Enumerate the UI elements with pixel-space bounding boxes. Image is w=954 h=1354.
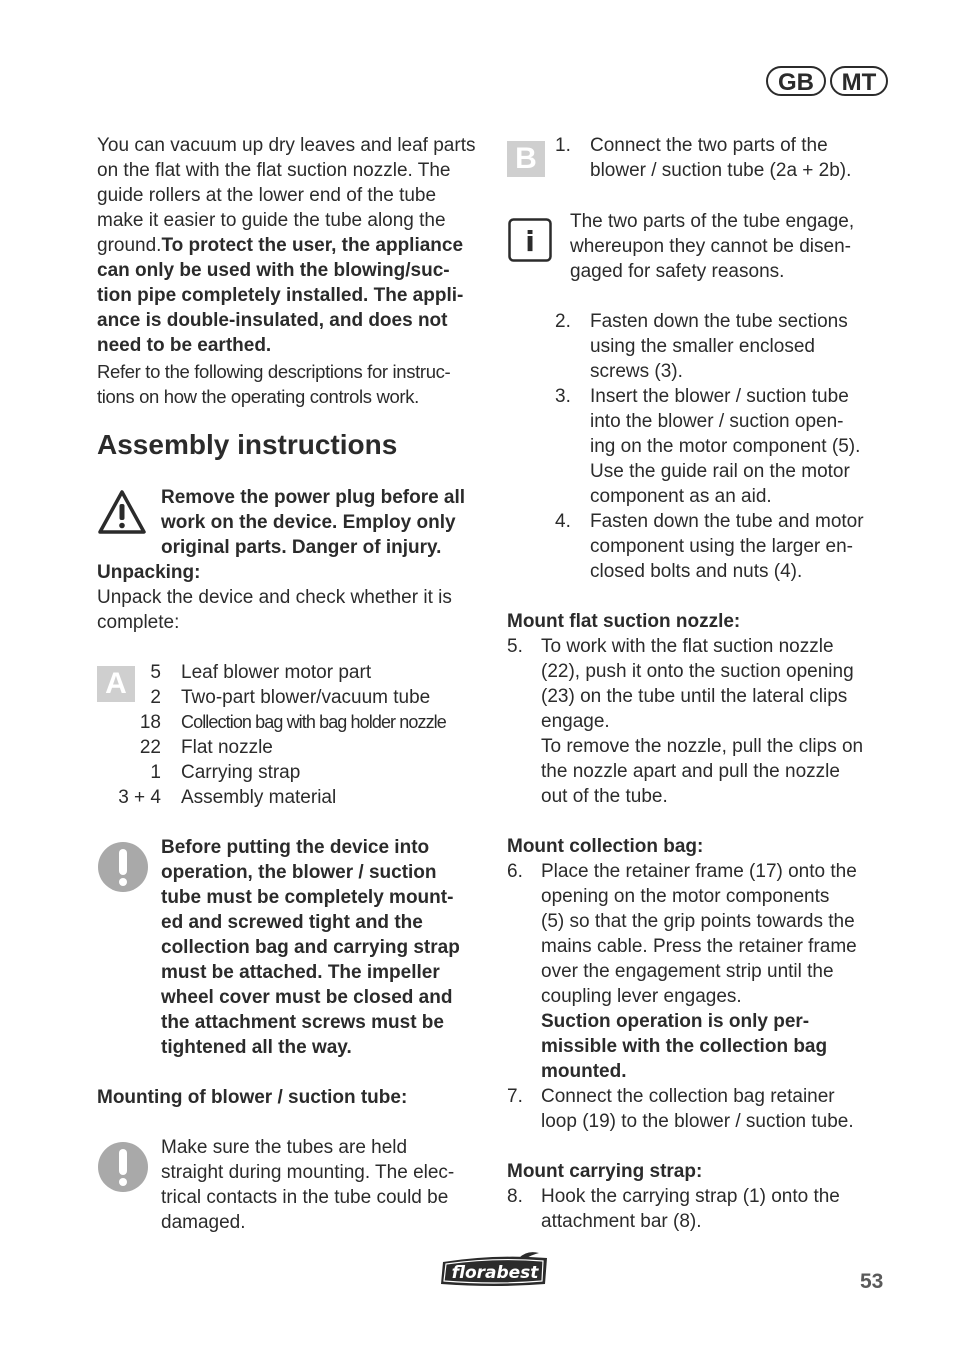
page-number: 53 (860, 1270, 884, 1293)
part-label: Collection bag with bag holder nozzle (181, 712, 446, 732)
flat-nozzle-heading: Mount flat suction nozzle: (507, 611, 741, 632)
language-badge-gb: GB (766, 66, 826, 96)
part-qty: 18 (139, 712, 161, 733)
part-qty: 5 (150, 662, 161, 683)
florabest-logo (439, 1252, 551, 1288)
step-3-text: Insert the blower / suction tube into the blower / suction open- ing on the motor component (5). Use the guide rail on the motor component as an aid. (590, 386, 861, 507)
step-number: 1. (555, 135, 571, 156)
warning-triangle-icon (97, 489, 147, 535)
part-label: Flat nozzle (181, 737, 273, 758)
part-label: Assembly material (181, 787, 337, 808)
caution-text: Before putting the device into operation, the blower / suction tube must be completely mount- ed and screwed tight and the collection bag and carrying strap must be attached. The impeller wheel cover must be closed and the attachment screws must be tightened all the way. (161, 837, 460, 1058)
step-8-text: Hook the carrying strap (1) onto the attachment bar (8). (541, 1186, 840, 1232)
step-1-text: Connect the two parts of the blower / suction tube (2a + 2b). (590, 135, 852, 181)
collection-bag-heading: Mount collection bag: (507, 836, 704, 857)
assembly-heading: Assembly instructions (97, 429, 398, 460)
figure-badge-b: B (507, 141, 545, 177)
unpacking-heading: Unpacking: (97, 562, 201, 583)
step-number: 7. (507, 1086, 523, 1107)
step-6-text: Place the retainer frame (17) onto the opening on the motor components (5) so that the grip points towards the mains cable. Press the retainer frame over the engagement strip until the coupling lever engages. Suction operation is only per- missible with the collection bag mounted. (541, 861, 857, 1082)
step-number: 3. (555, 386, 571, 407)
part-qty: 3 + 4 (118, 787, 161, 808)
unpacking-text: Unpack the device and check whether it is complete: (97, 587, 452, 633)
info-text: The two parts of the tube engage, whereupon they cannot be disen- gaged for safety reasons. (570, 211, 855, 282)
figure-badge-a: A (97, 666, 135, 702)
step-number: 6. (507, 861, 523, 882)
warning-text: Remove the power plug before all work on the device. Employ only original parts. Danger of injury. (161, 487, 466, 558)
step-number: 5. (507, 636, 523, 657)
mount-tube-heading: Mounting of blower / suction tube: (97, 1087, 408, 1108)
part-qty: 2 (150, 687, 161, 708)
exclamation-icon (98, 842, 148, 892)
part-label: Carrying strap (181, 762, 301, 783)
step-number: 2. (555, 311, 571, 332)
step-2-text: Fasten down the tube sections using the smaller enclosed screws (3). (590, 311, 848, 382)
part-label: Leaf blower motor part (181, 662, 372, 683)
language-badge-mt: MT (830, 66, 888, 96)
carrying-strap-heading: Mount carrying strap: (507, 1161, 703, 1182)
part-qty: 22 (139, 737, 161, 758)
mounting-note-text: Make sure the tubes are held straight during mounting. The elec- trical contacts in the tube could be damaged. (161, 1137, 455, 1233)
svg-text:florabest: florabest (451, 1263, 539, 1283)
part-qty: 1 (150, 762, 161, 783)
step-4-text: Fasten down the tube and motor component using the larger en- closed bolts and nuts (4). (590, 511, 864, 582)
exclamation-icon (98, 1142, 148, 1192)
info-icon (508, 218, 552, 262)
refer-paragraph: Refer to the following descriptions for instruc- tions on how the operating controls work. (97, 361, 451, 407)
intro-paragraph: You can vacuum up dry leaves and leaf parts on the flat with the flat suction nozzle. The guide rollers at the lower end of the tube make it easier to guide the tube along the ground.To protect the user, the appliance can only be used with the blowing/suc- tion pipe completely installed. The appli- ance is double-insulated, and does not need to be earthed. (97, 135, 476, 356)
step-7-text: Connect the collection bag retainer loop (19) to the blower / suction tube. (541, 1086, 854, 1132)
step-number: 8. (507, 1186, 523, 1207)
svg-text:i: i (525, 225, 535, 258)
step-number: 4. (555, 511, 571, 532)
step-5-text: To work with the flat suction nozzle (22), push it onto the suction opening (23) on the tube until the lateral clips engage. To remove the nozzle, pull the clips on the nozzle apart and pull the nozzle out of the tube. (541, 636, 864, 807)
part-label: Two-part blower/vacuum tube (181, 687, 431, 708)
